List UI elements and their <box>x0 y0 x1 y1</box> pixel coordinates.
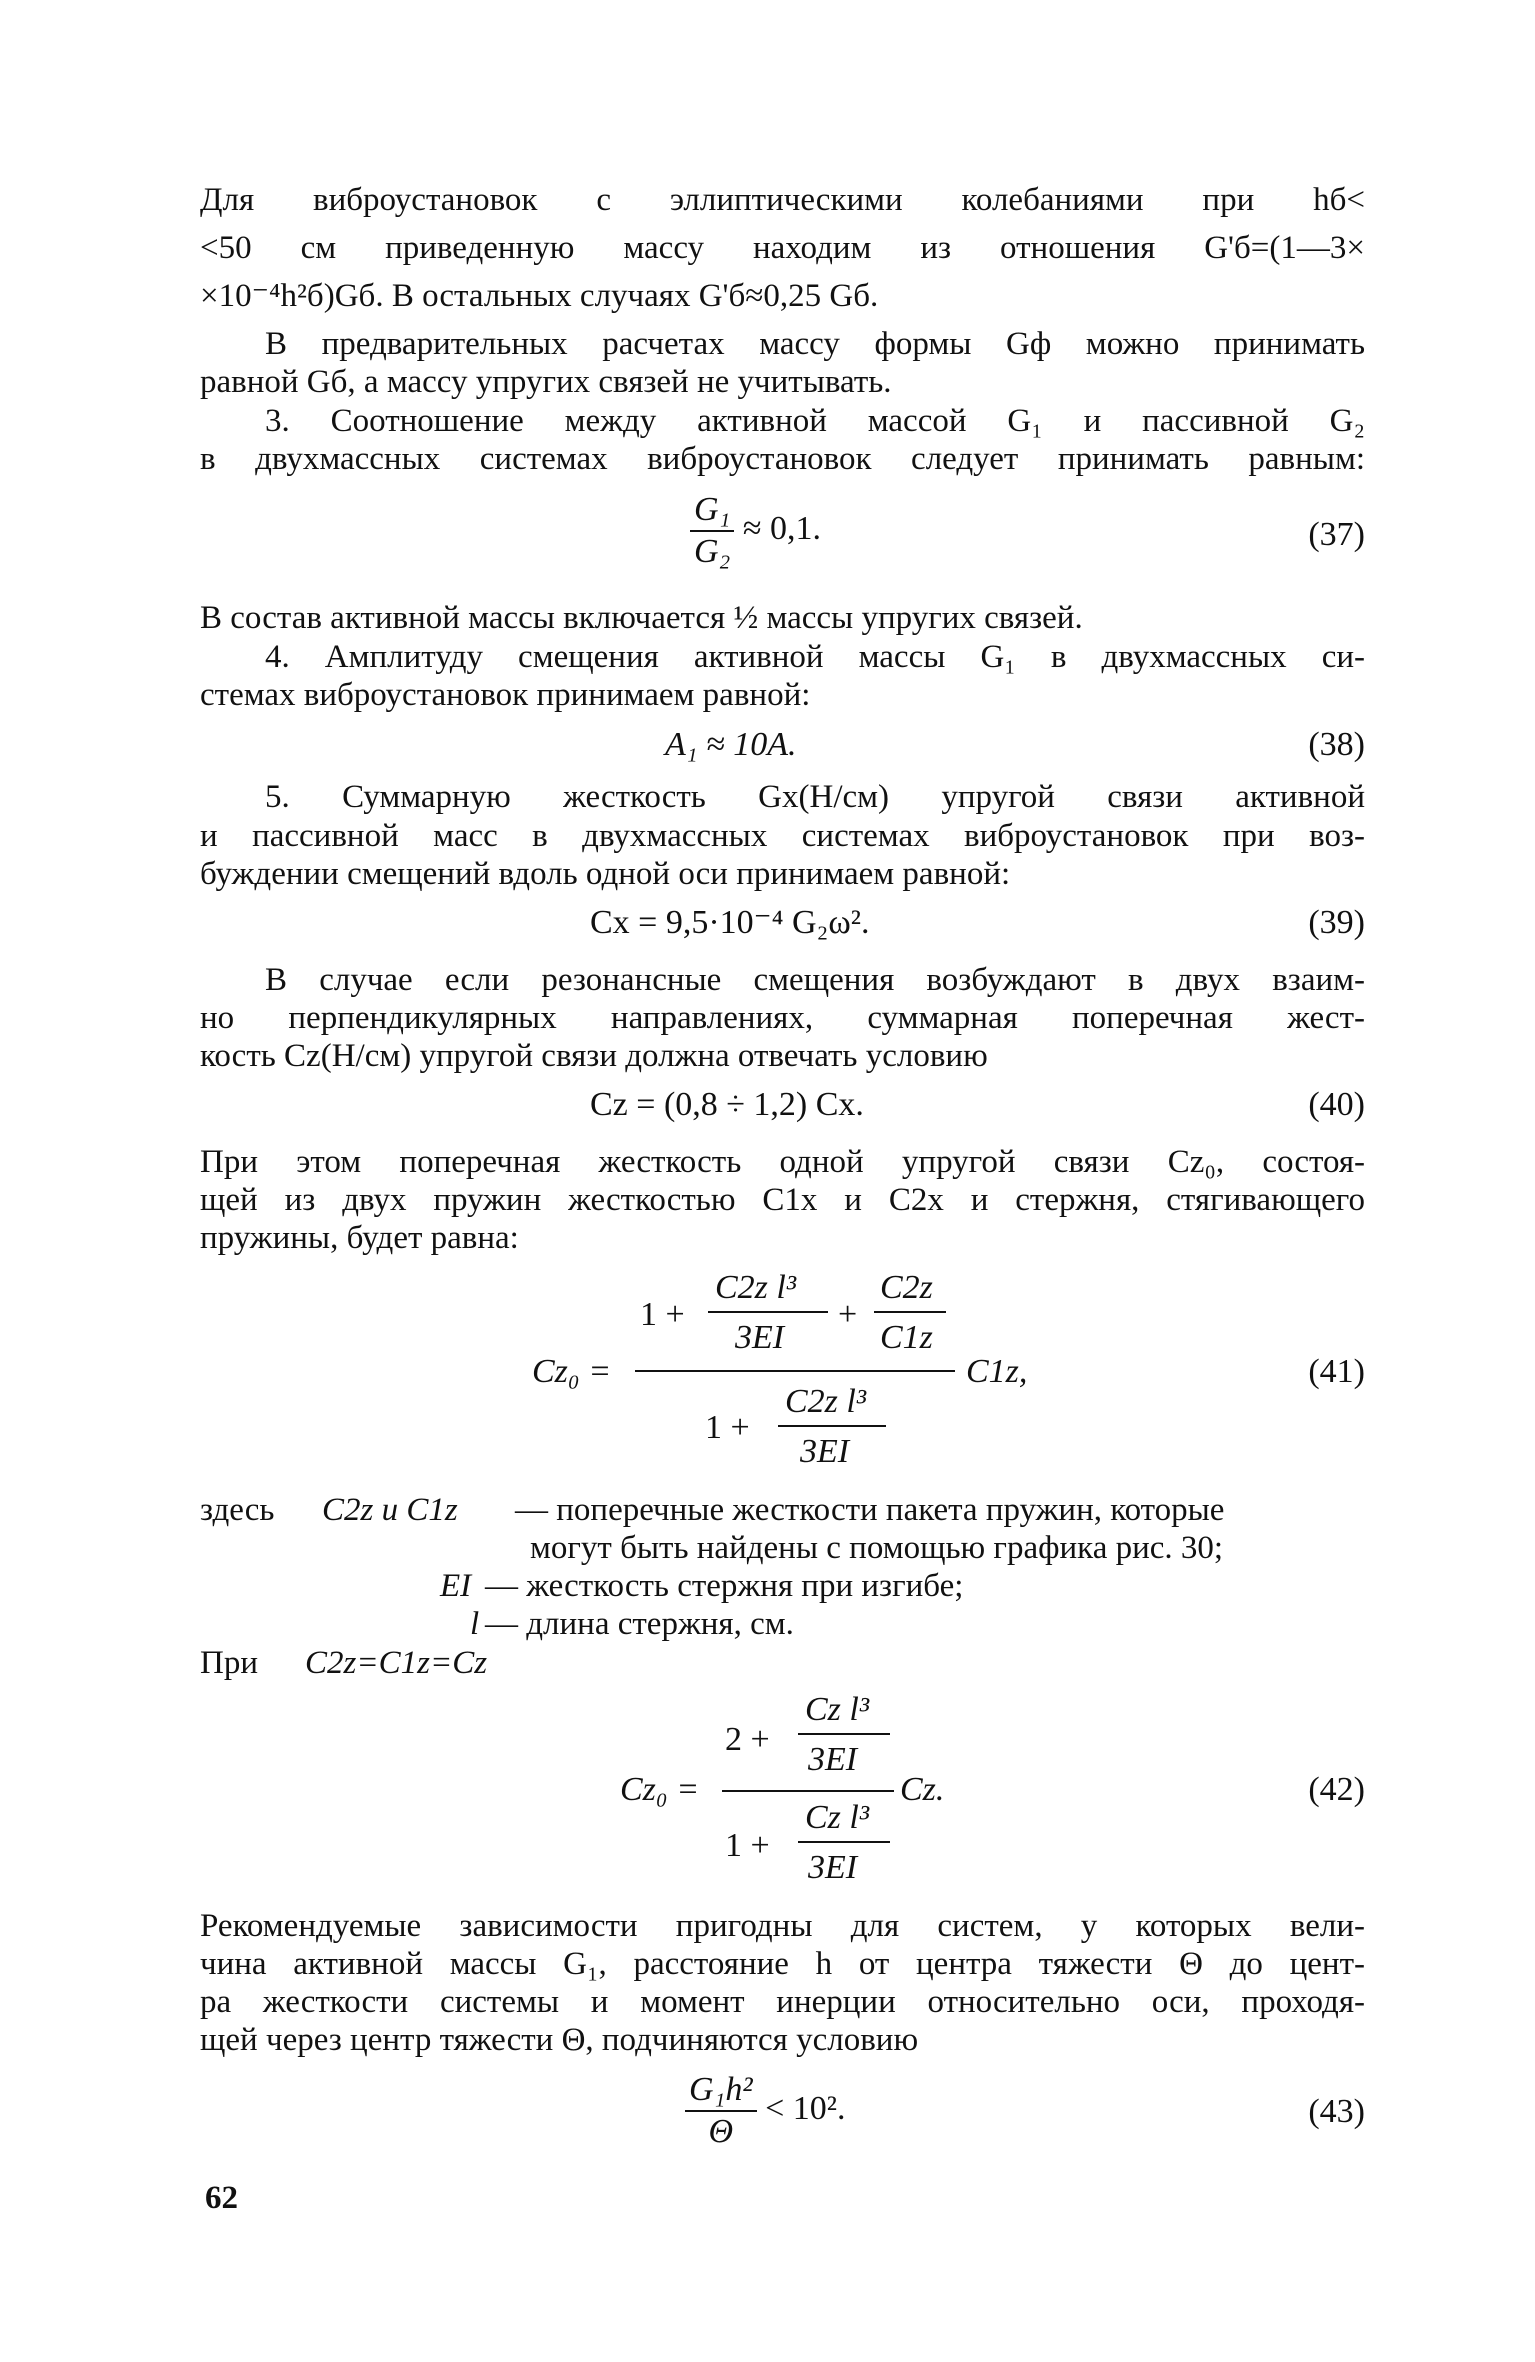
text-line: щей через центр тяжести Θ, подчиняются условию <box>200 2022 919 2058</box>
text-line: пружины, будет равна: <box>200 1220 519 1256</box>
eq41-f2-num: C2z <box>880 1269 933 1306</box>
equation-label: (41) <box>1308 1353 1365 1390</box>
equation-label: (42) <box>1308 1771 1365 1808</box>
eq42-f1-num: Cz l³ <box>805 1691 870 1728</box>
eq42-top-prefix: 2 + <box>725 1721 770 1758</box>
eq41-f1-num: C2z l³ <box>715 1269 797 1306</box>
when-condition: C2z=C1z=Cz <box>305 1645 488 1681</box>
eq41-f1-den: 3EI <box>735 1319 785 1356</box>
eq43-rhs: < 10². <box>765 2089 846 2127</box>
eq41-f1-bar <box>708 1311 828 1313</box>
text-line: стемах виброустановок принимаем равной: <box>200 677 811 713</box>
eq42-f2-den: 3EI <box>808 1849 858 1886</box>
eq41-f2-bar <box>874 1311 946 1313</box>
page-number: 62 <box>205 2180 238 2216</box>
eq37-rhs: ≈ 0,1. <box>742 509 822 547</box>
text-line: 3. Соотношение между активной массой G₁ и пассивной G₂ <box>265 403 1365 439</box>
eq42-f2-bar <box>798 1841 890 1843</box>
text-line: Рекомендуемые зависимости пригодны для систем, у которых вели- <box>200 1908 1365 1944</box>
text-line: 4. Амплитуду смещения активной массы G₁ в двухмассных си- <box>265 639 1365 675</box>
where-sym-2: EI <box>440 1568 472 1604</box>
equation-37 <box>690 490 821 572</box>
text-line: в двухмассных системах виброустановок следует принимать равным: <box>200 441 1365 477</box>
equation-label: (43) <box>1308 2093 1365 2130</box>
equation-label: (37) <box>1308 516 1365 553</box>
where-text-1: — поперечные жесткости пакета пружин, которые <box>515 1492 1225 1528</box>
text-line: В случае если резонансные смещения возбуждают в двух взаим- <box>265 962 1365 998</box>
text-line: При этом поперечная жесткость одной упругой связи Cz₀, состоя- <box>200 1144 1365 1180</box>
where-text-3: — длина стержня, см. <box>485 1606 794 1642</box>
eq41-lhs: Cz₀ = <box>532 1353 612 1390</box>
text-line: щей из двух пружин жесткостью C1x и C2x и стержня, стягивающего <box>200 1182 1365 1218</box>
where-word: здесь <box>200 1492 275 1528</box>
text-line: буждении смещений вдоль одной оси принимаем равной: <box>200 856 1011 892</box>
eq42-bottom-prefix: 1 + <box>725 1827 770 1864</box>
equation-label: (40) <box>1308 1086 1365 1123</box>
text-line: кость Cz(Н/см) упругой связи должна отвечать условию <box>200 1038 988 1074</box>
text-line: равной Gб, а массу упругих связей не учитывать. <box>200 364 892 400</box>
where-sym-3: l <box>470 1606 480 1642</box>
eq42-lhs: Cz₀ = <box>620 1771 700 1808</box>
text-line: <50 см приведенную массу находим из отношения G'б=(1—3× <box>200 230 1365 266</box>
eq37-numerator: G₁ <box>690 490 734 532</box>
eq41-f3-den: 3EI <box>800 1433 850 1470</box>
eq42-tail: Cz. <box>900 1771 945 1808</box>
where-text-2: — жесткость стержня при изгибе; <box>485 1568 964 1604</box>
where-sym-1: C2z и C1z <box>322 1492 458 1528</box>
eq41-f3-num: C2z l³ <box>785 1383 867 1420</box>
eq42-f1-bar <box>798 1733 890 1735</box>
equation-39: Cx = 9,5·10⁻⁴ G₂ω². <box>590 904 870 941</box>
eq41-f2-den: C1z <box>880 1319 933 1356</box>
when-word: При <box>200 1645 258 1681</box>
equation-38: A₁ ≈ 10A. <box>665 726 797 763</box>
eq42-f2-num: Cz l³ <box>805 1799 870 1836</box>
eq41-top-one: 1 + <box>640 1296 685 1333</box>
text-line: В состав активной массы включается ½ массы упругих связей. <box>200 600 1083 636</box>
text-line: ра жесткости системы и момент инерции относительно оси, проходя- <box>200 1984 1365 2020</box>
eq42-f1-den: 3EI <box>808 1741 858 1778</box>
equation-label: (38) <box>1308 726 1365 763</box>
eq41-bottom-one: 1 + <box>705 1409 750 1446</box>
text-line: Для виброустановок с эллиптическими колебаниями при hб< <box>200 182 1365 218</box>
eq41-f3-bar <box>778 1425 886 1427</box>
eq41-plus: + <box>838 1296 858 1333</box>
equation-43 <box>685 2070 845 2152</box>
eq43-numerator: G₁h² <box>685 2070 757 2112</box>
eq37-denominator: G₂ <box>694 533 731 570</box>
text-line: и пассивной масс в двухмассных системах виброустановок при воз- <box>200 818 1365 854</box>
text-line: но перпендикулярных направлениях, суммарная поперечная жест- <box>200 1000 1365 1036</box>
eq41-tail: C1z, <box>966 1353 1028 1390</box>
where-text-1b: могут быть найдены с помощью графика рис. 30; <box>530 1530 1224 1566</box>
equation-40: Cz = (0,8 ÷ 1,2) Cx. <box>590 1086 864 1123</box>
equation-label: (39) <box>1308 904 1365 941</box>
text-line: ×10⁻⁴h²б)Gб. В остальных случаях G'б≈0,25 Gб. <box>200 278 879 314</box>
eq43-denominator: Θ <box>708 2113 734 2150</box>
text-line: В предварительных расчетах массу формы Gф можно принимать <box>265 326 1365 362</box>
eq42-main-bar <box>722 1790 894 1792</box>
text-line: чина активной массы G₁, расстояние h от центра тяжести Θ до цент- <box>200 1946 1365 1982</box>
eq41-main-bar <box>635 1370 955 1372</box>
text-line: 5. Суммарную жесткость Gx(Н/см) упругой связи активной <box>265 779 1365 815</box>
